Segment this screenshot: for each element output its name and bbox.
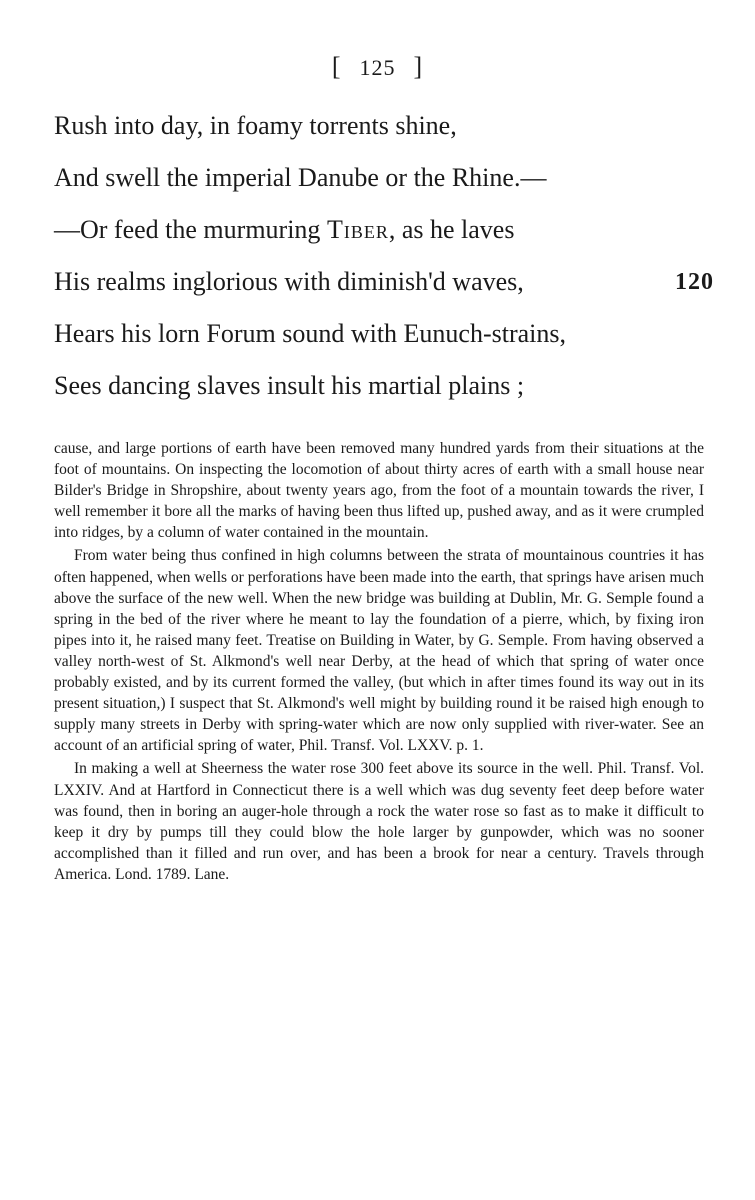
verse-line-4 bbox=[54, 256, 714, 308]
verse-line-text: And swell the imperial Danube or the Rhine.— bbox=[54, 163, 547, 192]
verse-line-text-pre: —Or feed the murmuring bbox=[54, 215, 327, 244]
verse-line-2 bbox=[54, 152, 714, 204]
footnote-paragraph-2: From water being thus confined in high columns between the strata of mountainous countries it has often happened, when wells or perforations have been made into the earth, that springs have arisen much above the surface of the new well. When the new bridge was building at Dublin, Mr. G. Semple found a spring in the bed of the river where he meant to lay the foundation of a pierre, which, by fixing iron pipes into it, he raised many feet. Treatise on Building in Water, by G. Semple. From having observed a valley north-west of St. Alkmond's well near Derby, at the head of which that spring of water once probably existed, and by its current formed the valley, (but which in after times found its way out in its present situation,) I suspect that St. Alkmond's well might by building round it be raised high enough to supply many streets in Derby with spring-water which are now only supplied with river-water. See an account of an artificial spring of water, Phil. Transf. Vol. LXXV. p. 1. bbox=[54, 547, 704, 755]
verse-line-text: Rush into day, in foamy torrents shine, bbox=[54, 111, 457, 140]
close-bracket: ] bbox=[413, 52, 424, 81]
verse-small-caps-word: Tiber bbox=[326, 215, 389, 244]
page-number-value: 125 bbox=[359, 55, 396, 80]
verse-line-text: Sees dancing slaves insult his martial plains ; bbox=[54, 371, 525, 400]
verse-line-5 bbox=[54, 308, 714, 360]
page-number bbox=[0, 52, 755, 82]
open-bracket: [ bbox=[331, 52, 342, 81]
verse-line-text: His realms inglorious with diminish'd waves, bbox=[54, 267, 524, 296]
verse-line-1 bbox=[54, 100, 714, 152]
verse-line-3 bbox=[54, 204, 714, 256]
verse-line-text-post: , as he laves bbox=[388, 215, 515, 244]
footnote-paragraph-1: cause, and large portions of earth have been removed many hundred yards from their situations at the foot of mountains. On inspecting the locomotion of about thirty acres of earth with a small house near Bilder's Bridge in Shropshire, about twenty years ago, from the foot of a mountain towards the river, I well remember it bore all the marks of having been thus lifted up, pushed away, and as it were crumpled into ridges, by a column of water contained in the mountain. bbox=[54, 440, 704, 542]
verse-line-6 bbox=[54, 360, 714, 412]
verse-block bbox=[54, 100, 714, 412]
footnote-block bbox=[54, 438, 704, 885]
footnote-paragraph-3: In making a well at Sheerness the water rose 300 feet above its source in the well. Phil. Transf. Vol. LXXIV. And at Hartford in Connecticut there is a well which was dug seventy feet deep before water was found, then in boring an auger-hole through a rock the water rose so fast as to make it difficult to keep it dry by pumps till they could blow the hole larger by gunpowder, which was no sooner accomplished than it filled and run over, and has been a brook for near a century. Travels through America. Lond. 1789. Lane. bbox=[54, 760, 704, 883]
line-number: 120 bbox=[675, 269, 714, 295]
verse-line-text: Hears his lorn Forum sound with Eunuch-strains, bbox=[54, 319, 567, 348]
